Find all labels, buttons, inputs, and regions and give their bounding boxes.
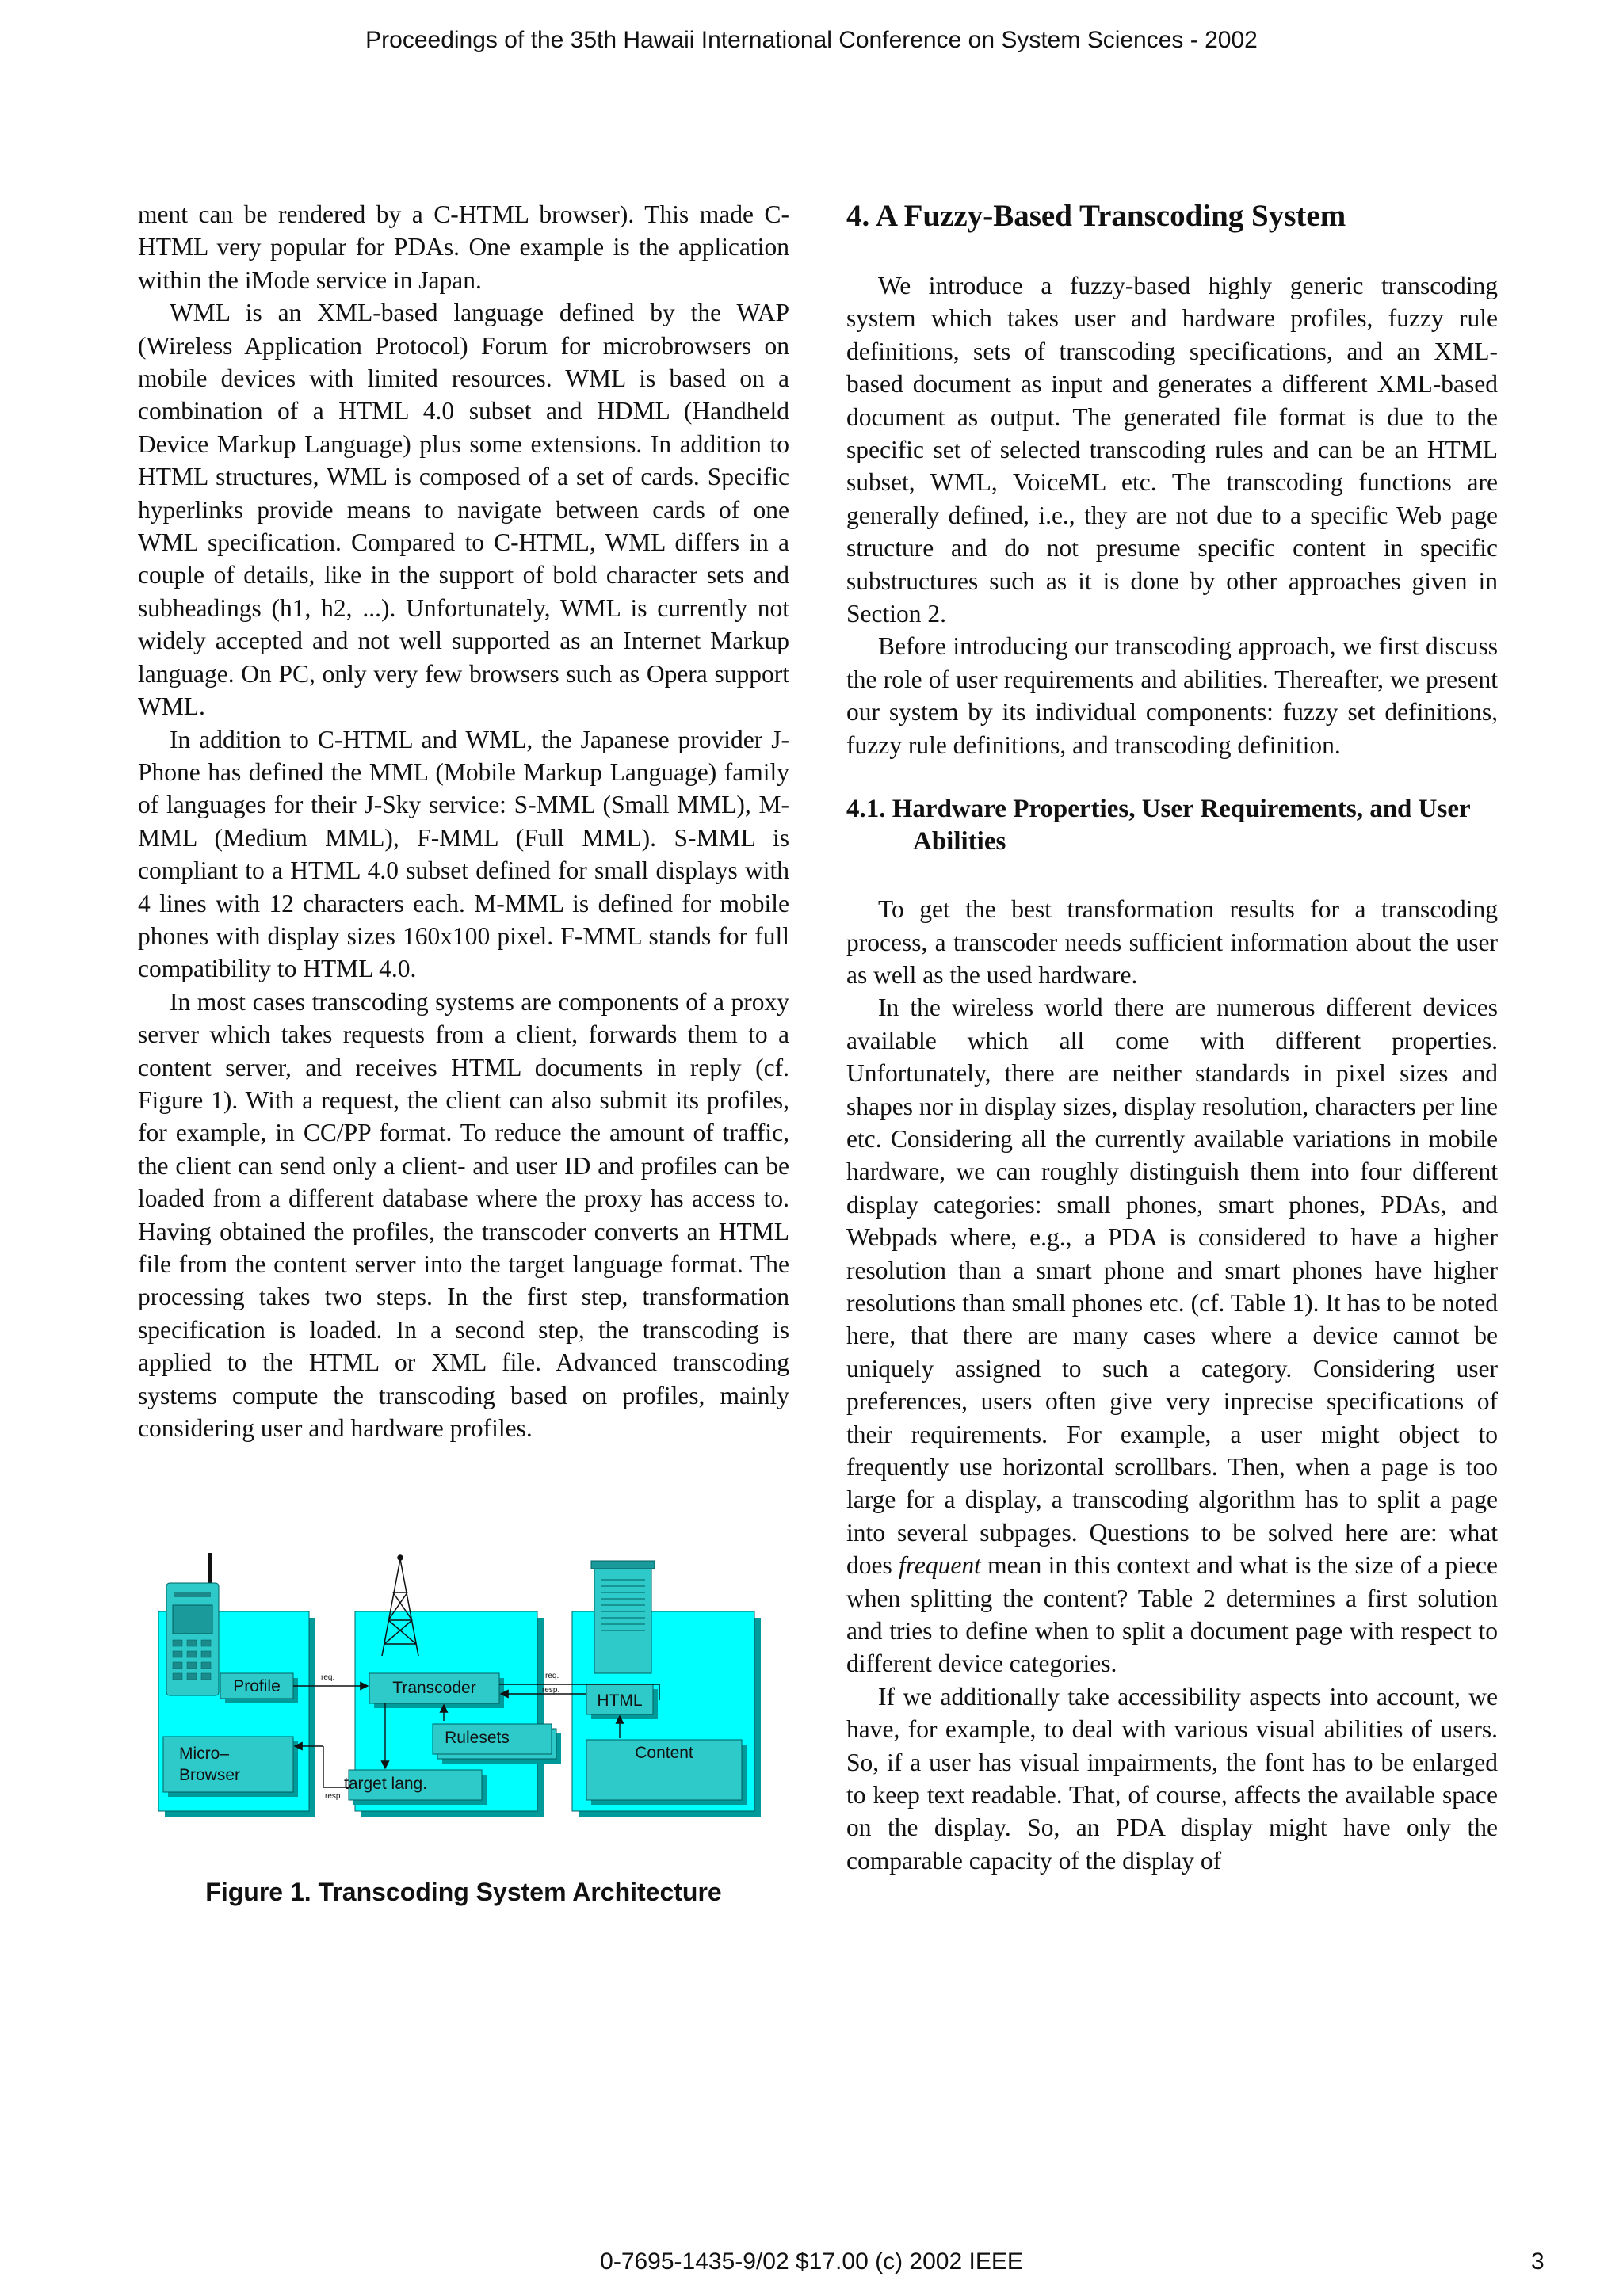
figure-1	[151, 1553, 769, 1838]
micro-browser-label-1: Micro–	[179, 1745, 230, 1763]
paragraph: We introduce a fuzzy-based highly generic transcoding system which takes user and hardware profiles, fuzzy rule definitions, sets of transcoding specifications, and an XML-based document as input and generates a different XML-based document as output. The generated file format is due to the specific set of selected transcoding rules and can be an HTML subset, WML, VoiceML etc. The transcoding functions are generally defined, i.e., they are not due to a specific Web page structure and do not presume specific content in specific substructures such as it is done by other approaches given in Section 2.	[846, 272, 1498, 628]
content-node	[586, 1740, 747, 1805]
resp-label-left: resp.	[325, 1792, 343, 1801]
right-column	[846, 198, 1498, 1877]
rulesets-label: Rulesets	[445, 1729, 510, 1747]
profile-node	[220, 1673, 298, 1703]
target-lang-node	[344, 1770, 487, 1805]
transcoder-label: Transcoder	[392, 1679, 476, 1697]
micro-browser-label-2: Browser	[179, 1766, 241, 1784]
req-label-left: req.	[321, 1673, 335, 1682]
paragraph: WML is an XML-based language defined by the WAP (Wireless Application Protocol) Forum for microbrowsers on mobile devices with limited resources. WML is based on a combination of a HTML 4.0 subset and HDML (Handheld Device Markup Language) plus some extensions. In addition to HTML structures, WML is composed of a set of cards. Specific hyperlinks provide means to navigate between cards of one WML specification. Compared to C-HTML, WML differs in a couple of details, like in the support of bold character sets and subheadings (h1, h2, ...). Unfortunately, WML is currently not widely accepted and not well supported as an Internet Markup language. On PC, only very few browsers such as Opera support WML.	[138, 299, 789, 721]
content-label: Content	[635, 1744, 693, 1762]
resp-label-right: resp.	[542, 1686, 560, 1695]
section-heading: 4. A Fuzzy-Based Transcoding System	[846, 199, 1346, 233]
figure-caption: Figure 1. Transcoding System Architecture	[205, 1878, 722, 1906]
running-head: Proceedings of the 35th Hawaii International Conference on System Sciences - 2002	[365, 27, 1258, 53]
paragraph: To get the best transformation results for a transcoding process, a transcoder needs sufficient information about the user as well as the used hardware.	[846, 895, 1498, 989]
req-label-right: req.	[545, 1672, 559, 1680]
profile-label: Profile	[233, 1677, 281, 1695]
paragraph-with-emphasis	[846, 991, 1498, 1680]
server-tower-icon	[591, 1561, 655, 1673]
page-number: 3	[1531, 2248, 1545, 2275]
rulesets-node	[433, 1724, 561, 1764]
paragraph: Before introducing our transcoding approach, we first discuss the role of user requirements and abilities. Thereafter, we present our system by its individual components: fuzzy set definitions, fuzzy rule definitions, and transcoding definition.	[846, 632, 1498, 759]
target-lang-label: target lang.	[344, 1775, 428, 1793]
emphasis-frequent: frequent	[899, 1551, 981, 1580]
transcoding-architecture-diagram	[151, 1553, 769, 1838]
paragraph: If we additionally take accessibility aspects into account, we have, for example, to deal with various visual abilities of users. So, if a user has visual impairments, the font has to be enlarged to keep text readable. That, of course, affects the available space on the display. So, an PDA display might have only the comparable capacity of the display of	[846, 1682, 1498, 1875]
paragraph-text: In the wireless world there are numerous different devices available which all come with different properties. Unfortunately, there are neither standards in pixel sizes and shapes nor in display sizes, display resolution, characters per line etc. Considering all the currently available variations in mobile hardware, we can roughly distinguish them into four different display categories: small phones, smart phones, PDAs, and Webpads where, e.g., a PDA is considered to have a higher resolution than a smart phone and smart phones have higher resolutions than small phones etc. (cf. Table 1). It has to be noted here, that there are many cases where a device cannot be uniquely assigned to such a category. Considering user preferences, users often give very inprecise specifications of their requirements. For example, a user might object to frequently use horizontal scrollbars. Then, when a page is too large for a display, a transcoding algorithm has to split a page into several subpages. Questions to be solved here are: what does	[846, 994, 1498, 1580]
micro-browser-node	[163, 1737, 298, 1797]
footer-isbn: 0-7695-1435-9/02 $17.00 (c) 2002 IEEE	[600, 2248, 1023, 2275]
paragraph: In addition to C-HTML and WML, the Japanese provider J-Phone has defined the MML (Mobile Markup Language) family of languages for their J-Sky service: S-MML (Small MML), M-MML (Medium MML), F-MML (Full MML). S-MML is compliant to a HTML 4.0 subset defined for small displays with 4 lines with 12 characters each. M-MML is defined for mobile phones with display sizes 160x100 pixel. F-MML stands for full compatibility to HTML 4.0.	[138, 725, 789, 983]
paragraph-text-tail: mean in this context and what is the size of a piece when splitting the content? Table 2 determines a first solution and tries to define when to split a document page with respect to different device categories.	[846, 1551, 1498, 1678]
html-label: HTML	[597, 1691, 643, 1710]
paragraph: ment can be rendered by a C-HTML browser). This made C-HTML very popular for PDAs. One example is the application within the iMode service in Japan.	[138, 200, 789, 294]
mobile-phone-icon	[166, 1553, 219, 1695]
paragraph: In most cases transcoding systems are components of a proxy server which takes requests from a client, forwards them to a content server, and receives HTML documents in reply (cf. Figure 1). With a request, the client can also submit its profiles, for example, in CC/PP format. To reduce the amount of traffic, the client can send only a client- and user ID and profiles can be loaded from a different database where the proxy has access to. Having obtained the profiles, the transcoder converts an HTML file from the content server into the target language format. The processing takes two steps. In the first step, transformation specification is loaded. In a second step, the transcoding is applied to the HTML or XML file. Advanced transcoding systems compute the transcoding based on profiles, mainly considering user and hardware profiles.	[138, 987, 789, 1443]
transcoder-node	[369, 1673, 504, 1708]
subsection-heading: 4.1. Hardware Properties, User Requirements, and User Abilities	[846, 795, 1471, 856]
html-node	[586, 1684, 658, 1719]
left-column	[138, 198, 789, 1444]
